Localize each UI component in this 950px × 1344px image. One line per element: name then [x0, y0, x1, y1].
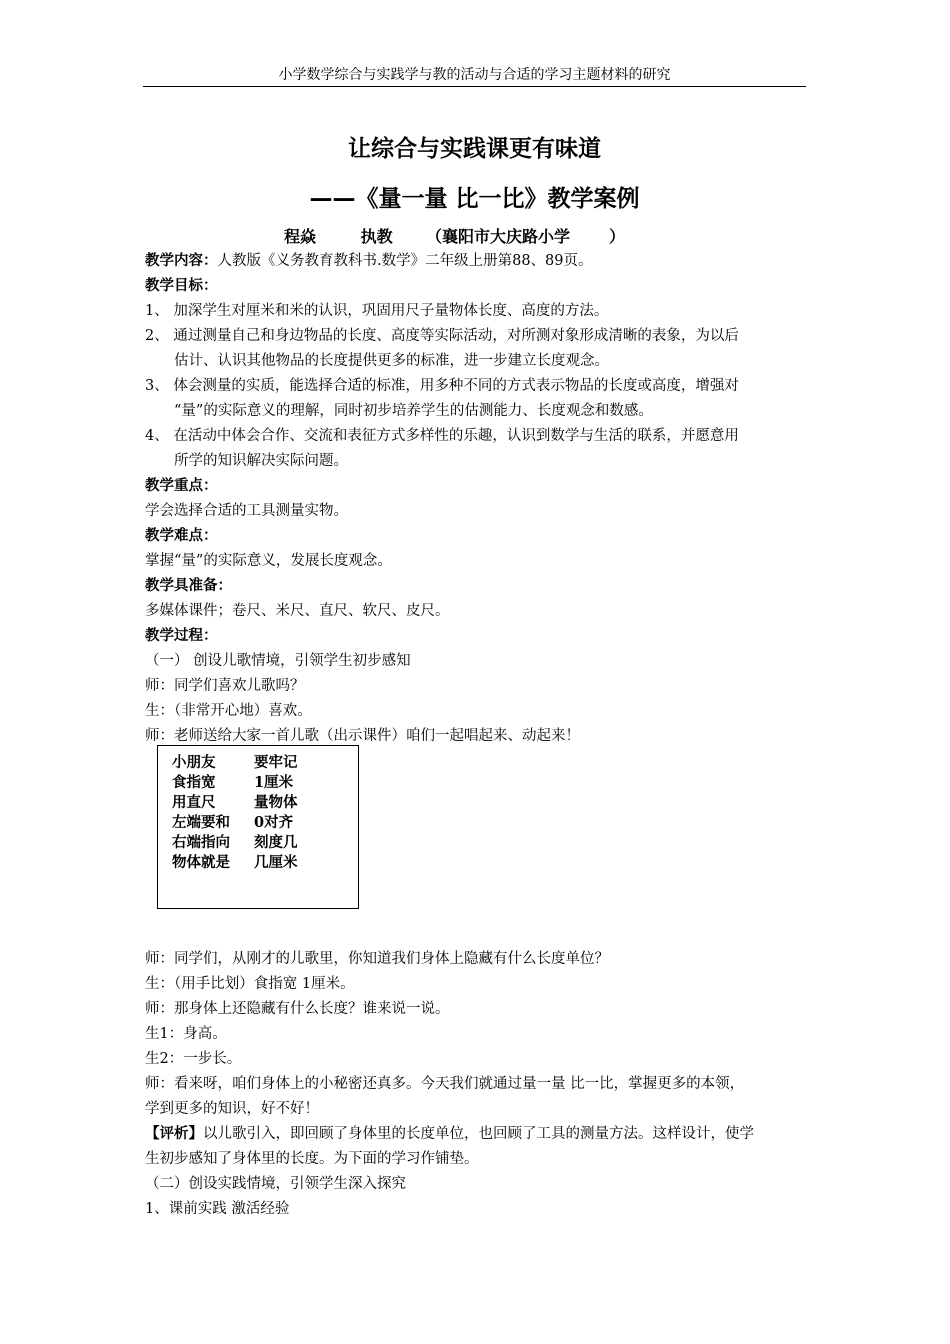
running-header: 小学数学综合与实践学与教的活动与合适的学习主题材料的研究: [278, 67, 671, 83]
goal-item: 3、 体会测量的实质，能选择合适的标准，用多种不同的方式表示物品的长度或高度，增强对: [145, 378, 739, 394]
goal-item: 2、 通过测量自己和身边物品的长度、高度等实际活动，对所测对象形成清晰的表象，为以后: [145, 328, 739, 344]
rhyme-line-first: 小朋友: [172, 754, 216, 771]
section-heading: （二）创设实践情境，引领学生深入探究: [145, 1176, 406, 1192]
rhyme-line-first: 右端指向: [172, 834, 230, 851]
rhyme-line-first: 左端要和: [172, 814, 230, 831]
rhyme-line-first: 物体就是: [172, 854, 230, 871]
process-line: 师：同学们喜欢儿歌吗？: [145, 678, 305, 694]
process-line: 师：那身体上还隐藏有什么长度？谁来说一说。: [145, 1001, 450, 1017]
rhyme-line-second: 1厘米: [254, 774, 294, 791]
rhyme-line-second: 刻度几: [254, 834, 298, 851]
goal-item-continued: “量”的实际意义的理解，同时初步培养学生的估测能力、长度观念和数感。: [174, 403, 653, 419]
teaching-content-text: 人教版《义务教育教科书.数学》二年级上册第88、89页。: [217, 253, 593, 269]
teaching-content: [145, 252, 593, 270]
difficulty-heading: 教学难点：: [145, 527, 218, 544]
goal-item-continued: 所学的知识解决实际问题。: [174, 453, 348, 469]
author-byline: 程焱 执教 （襄阳市大庆路小学 ）: [284, 227, 625, 246]
tools-text: 多媒体课件；卷尺、米尺、直尺、软尺、皮尺。: [145, 603, 450, 619]
process-line: 师：同学们，从刚才的儿歌里，你知道我们身体上隐藏有什么长度单位？: [145, 951, 609, 967]
nursery-rhyme-box: [157, 745, 359, 909]
comment-text: 以儿歌引入，即回顾了身体里的长度单位，也回顾了工具的测量方法。这样设计，使学: [203, 1126, 754, 1142]
difficulty-text: 掌握“量”的实际意义，发展长度观念。: [145, 553, 392, 569]
key-point-text: 学会选择合适的工具测量实物。: [145, 503, 348, 519]
process-line: 学到更多的知识，好不好！: [145, 1101, 319, 1117]
tools-heading: 教学具准备：: [145, 577, 232, 594]
header-rule: [143, 86, 806, 87]
rhyme-line-second: 几厘米: [254, 854, 298, 871]
process-line: 生2：一步长。: [145, 1051, 242, 1067]
section-item: 1、课前实践 激活经验: [145, 1201, 290, 1217]
rhyme-line-second: 0对齐: [254, 814, 294, 831]
rhyme-line-second: 量物体: [254, 794, 298, 811]
teaching-content-label: 教学内容：: [145, 252, 218, 269]
comment-label: 【评析】: [145, 1125, 203, 1142]
rhyme-line-first: 用直尺: [172, 794, 216, 811]
goal-item: 1、 加深学生对厘米和米的认识，巩固用尺子量物体长度、高度的方法。: [145, 303, 609, 319]
goals-heading: 教学目标：: [145, 277, 218, 294]
document-title: 让综合与实践课更有味道: [348, 136, 601, 162]
comment-line-continued: 生初步感知了身体里的长度。为下面的学习作铺垫。: [145, 1151, 479, 1167]
process-line: （一） 创设儿歌情境，引领学生初步感知: [145, 653, 411, 669]
process-line: 师：看来呀，咱们身体上的小秘密还真多。今天我们就通过量一量 比一比，掌握更多的本领，: [145, 1076, 745, 1092]
comment-line: [145, 1125, 754, 1143]
rhyme-line-second: 要牢记: [254, 754, 298, 771]
document-subtitle: ——《量一量 比一比》教学案例: [309, 186, 640, 212]
process-line: 生：（用手比划）食指宽 1厘米。: [145, 976, 355, 992]
key-point-heading: 教学重点：: [145, 477, 218, 494]
goal-item-continued: 估计、认识其他物品的长度提供更多的标准，进一步建立长度观念。: [174, 353, 609, 369]
rhyme-line-first: 食指宽: [172, 774, 216, 791]
process-line: 生：（非常开心地）喜欢。: [145, 703, 312, 719]
goal-item: 4、 在活动中体会合作、交流和表征方式多样性的乐趣，认识到数学与生活的联系，并愿意用: [145, 428, 739, 444]
process-line: 师：老师送给大家一首儿歌（出示课件）咱们一起唱起来、动起来！: [145, 728, 580, 744]
process-line: 生1：身高。: [145, 1026, 227, 1042]
process-heading: 教学过程：: [145, 627, 218, 644]
